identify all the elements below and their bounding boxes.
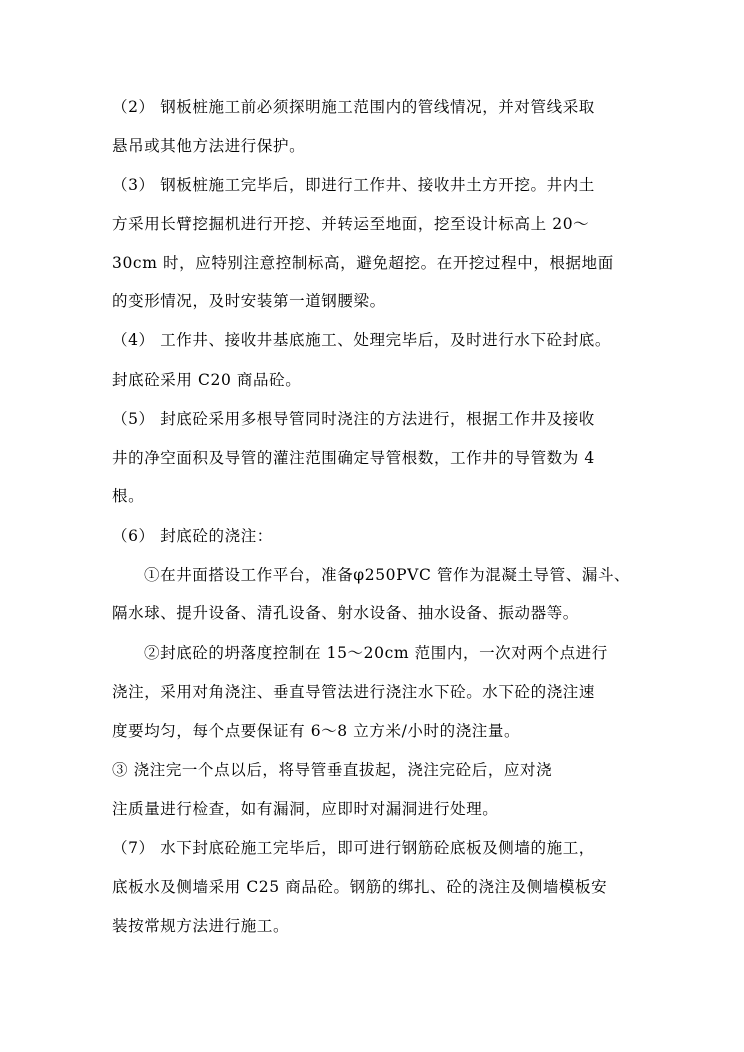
text-line: 井的净空面积及导管的灌注范围确定导管根数，工作井的导管数为 4 <box>112 449 595 467</box>
text-line: 装按常规方法进行施工。 <box>112 917 290 935</box>
text-line: （4） 工作井、接收井基底施工、处理完毕后，及时进行水下砼封底。 <box>112 331 611 349</box>
text-line: 30cm 时，应特别注意控制标高，避免超挖。在开挖过程中，根据地面 <box>112 254 614 272</box>
text-line: ②封底砼的坍落度控制在 15～20cm 范围内，一次对两个点进行 <box>144 644 608 662</box>
text-line: 底板水及侧墙采用 C25 商品砼。钢筋的绑扎、砼的浇注及侧墙模板安 <box>112 878 608 896</box>
text-line: ③ 浇注完一个点以后，将导管垂直拔起，浇注完砼后，应对浇 <box>112 761 553 779</box>
text-line: （2） 钢板桩施工前必须探明施工范围内的管线情况，并对管线采取 <box>112 98 595 116</box>
text-line: 的变形情况，及时安装第一道钢腰梁。 <box>112 292 386 310</box>
text-line: 浇注，采用对角浇注、垂直导管法进行浇注水下砼。水下砼的浇注速 <box>112 683 596 701</box>
text-line: （5） 封底砼采用多根导管同时浇注的方法进行，根据工作井及接收 <box>112 410 595 428</box>
text-line: 隔水球、提升设备、清孔设备、射水设备、抽水设备、振动器等。 <box>112 604 579 622</box>
text-line: ①在井面搭设工作平台，准备φ250PVC 管作为混凝土导管、漏斗、 <box>144 566 631 584</box>
text-line: 悬吊或其他方法进行保护。 <box>112 137 306 155</box>
text-line: 根。 <box>112 487 145 505</box>
text-line: （3） 钢板桩施工完毕后，即进行工作井、接收井土方开挖。井内土 <box>112 176 595 194</box>
text-line: 注质量进行检查，如有漏洞，应即时对漏洞进行处理。 <box>112 800 499 818</box>
text-line: 封底砼采用 C20 商品砼。 <box>112 371 302 389</box>
text-line: 度要均匀，每个点要保证有 6～8 立方米/小时的浇注量。 <box>112 722 521 740</box>
text-line: （7） 水下封底砼施工完毕后，即可进行钢筋砼底板及侧墙的施工， <box>112 839 595 857</box>
text-line: 方采用长臂挖掘机进行开挖、并转运至地面，挖至设计标高上 20～ <box>112 215 590 233</box>
text-line: （6） 封底砼的浇注： <box>112 527 273 545</box>
